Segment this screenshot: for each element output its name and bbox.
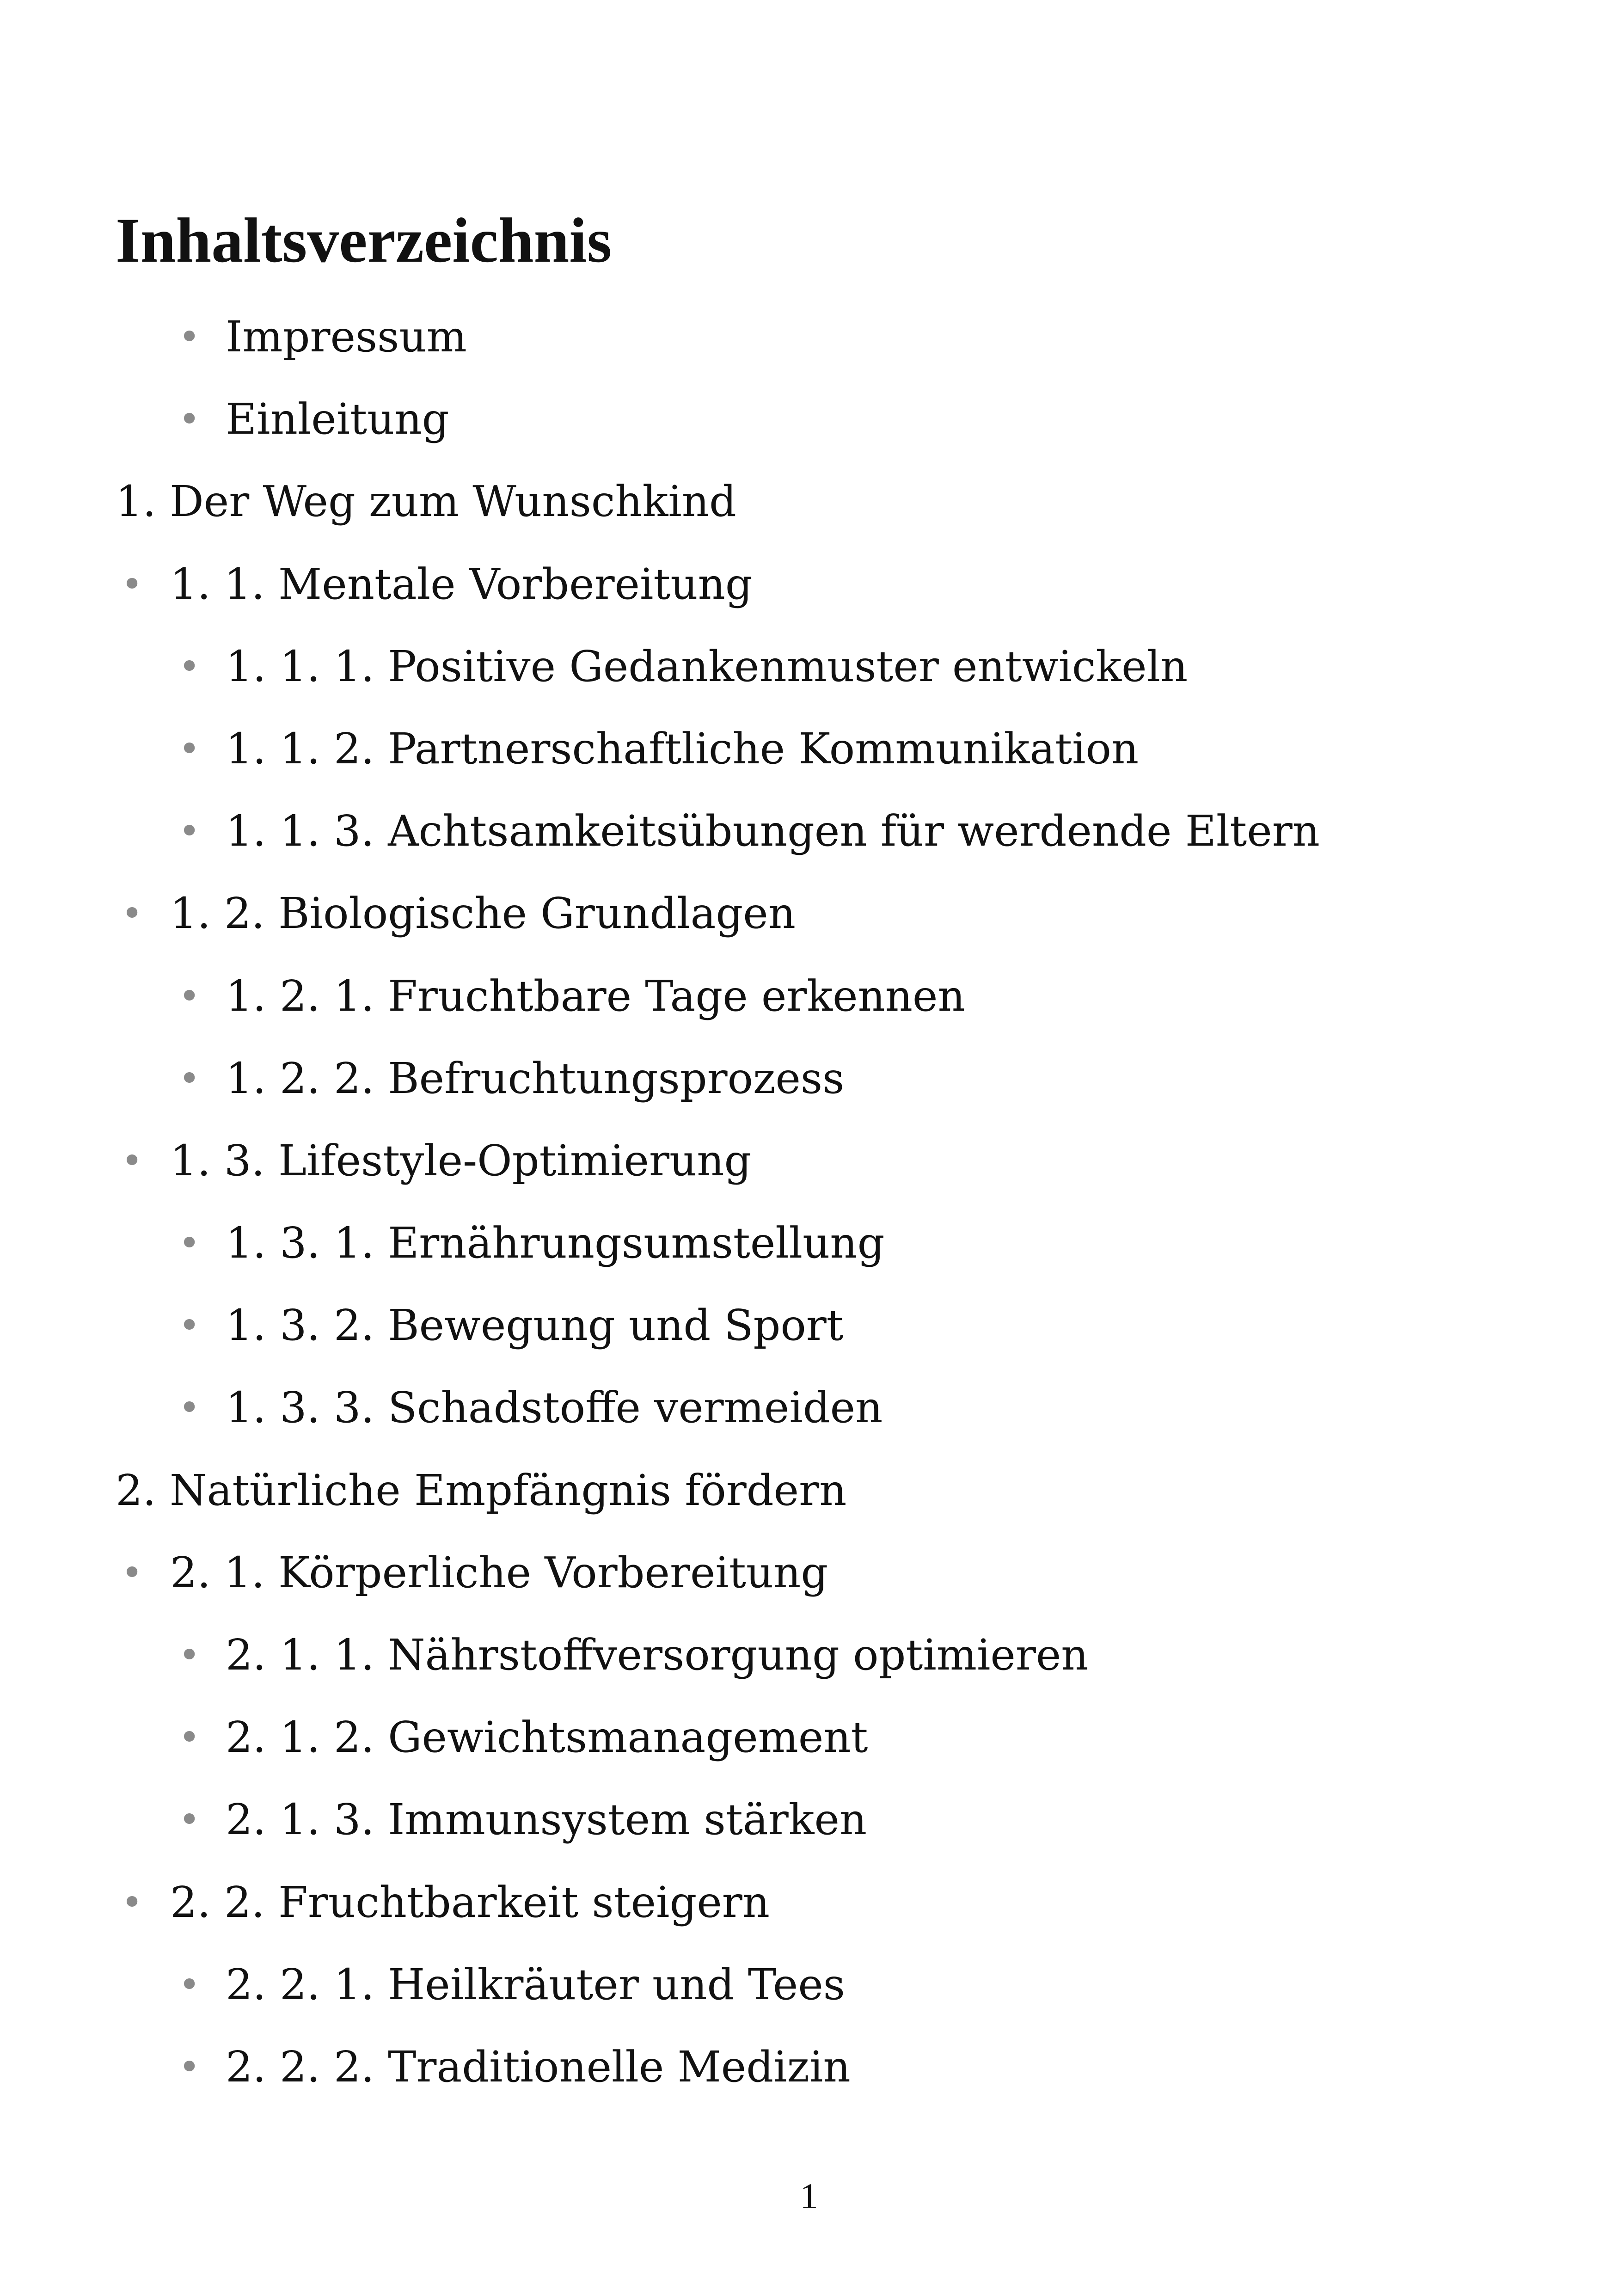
bullet-icon: • <box>121 1139 143 1182</box>
toc-subsection[interactable] <box>0 790 1618 872</box>
toc-entry-label: 1. 1. 3. Achtsamkeitsübungen für werdende Eltern <box>226 806 1320 856</box>
toc-entry-label: 1. 2. 2. Befruchtungsprozess <box>226 1053 845 1103</box>
toc-title: Inhaltsverzeichnis <box>116 205 612 276</box>
toc-subsection[interactable] <box>0 1284 1618 1367</box>
toc-subsection[interactable] <box>0 1696 1618 1779</box>
bullet-icon: • <box>178 810 201 853</box>
bullet-icon: • <box>121 562 143 606</box>
toc-subsection[interactable] <box>0 1037 1618 1120</box>
bullet-icon: • <box>178 1716 201 1759</box>
toc-subsection[interactable] <box>0 955 1618 1037</box>
toc-entry-label: 1. 3. 3. Schadstoffe vermeiden <box>226 1383 883 1433</box>
bullet-icon: • <box>178 645 201 688</box>
toc-section[interactable] <box>0 543 1618 626</box>
toc-subsection[interactable] <box>0 1779 1618 1861</box>
toc-subsection[interactable] <box>0 2026 1618 2108</box>
bullet-icon: • <box>178 1633 201 1676</box>
toc-entry-label: 2. 1. 3. Immunsystem stärken <box>226 1795 867 1845</box>
toc-section[interactable] <box>0 1532 1618 1614</box>
table-of-contents <box>0 296 1618 2108</box>
toc-entry-label: 1. 3. Lifestyle-Optimierung <box>170 1136 752 1185</box>
bullet-icon: • <box>178 1304 201 1347</box>
toc-subsection[interactable] <box>0 1944 1618 2026</box>
toc-entry-label: 1. 1. 1. Positive Gedankenmuster entwickeln <box>226 641 1188 691</box>
toc-entry-label: 1. 2. Biologische Grundlagen <box>170 889 796 939</box>
bullet-icon: • <box>178 974 201 1018</box>
bullet-icon: • <box>178 1056 201 1100</box>
bullet-icon: • <box>178 2045 201 2088</box>
bullet-icon: • <box>178 727 201 770</box>
toc-entry-label: 1. 3. 1. Ernährungsumstellung <box>226 1218 885 1268</box>
toc-entry[interactable] <box>0 296 1618 378</box>
toc-entry-label: 2. 2. 2. Traditionelle Medizin <box>226 2042 851 2092</box>
toc-entry-label: 2. Natürliche Empfängnis fördern <box>116 1465 847 1515</box>
toc-entry-label: 2. 1. Körperliche Vorbereitung <box>170 1547 828 1597</box>
toc-subsection[interactable] <box>0 1367 1618 1449</box>
toc-entry-label: 1. 1. Mentale Vorbereitung <box>170 559 753 609</box>
toc-entry-label: 1. 3. 2. Bewegung und Sport <box>226 1301 844 1351</box>
toc-section[interactable] <box>0 872 1618 955</box>
bullet-icon: • <box>178 1798 201 1842</box>
toc-entry-label: 2. 1. 1. Nährstoffversorgung optimieren <box>226 1630 1089 1680</box>
bullet-icon: • <box>178 1386 201 1430</box>
toc-entry-label: Einleitung <box>226 394 449 444</box>
toc-entry-label: 2. 2. 1. Heilkräuter und Tees <box>226 1959 846 2009</box>
toc-entry-label: 2. 1. 2. Gewichtsmanagement <box>226 1713 868 1762</box>
toc-chapter[interactable] <box>0 1449 1618 1532</box>
toc-subsection[interactable] <box>0 626 1618 708</box>
toc-entry-label: 1. Der Weg zum Wunschkind <box>116 477 736 527</box>
toc-entry-label: Impressum <box>226 312 467 362</box>
toc-entry-label: 1. 1. 2. Partnerschaftliche Kommunikation <box>226 724 1139 774</box>
toc-chapter[interactable] <box>0 460 1618 543</box>
toc-section[interactable] <box>0 1861 1618 1944</box>
toc-entry[interactable] <box>0 378 1618 460</box>
toc-entry-label: 2. 2. Fruchtbarkeit steigern <box>170 1877 770 1927</box>
toc-subsection[interactable] <box>0 1202 1618 1284</box>
bullet-icon: • <box>178 315 201 358</box>
bullet-icon: • <box>121 892 143 935</box>
page-number: 1 <box>800 2176 818 2216</box>
bullet-icon: • <box>178 1222 201 1265</box>
bullet-icon: • <box>121 1551 143 1594</box>
bullet-icon: • <box>121 1880 143 1924</box>
toc-section[interactable] <box>0 1120 1618 1202</box>
bullet-icon: • <box>178 398 201 441</box>
toc-subsection[interactable] <box>0 1614 1618 1696</box>
toc-subsection[interactable] <box>0 708 1618 790</box>
toc-entry-label: 1. 2. 1. Fruchtbare Tage erkennen <box>226 971 965 1021</box>
bullet-icon: • <box>178 1963 201 2006</box>
